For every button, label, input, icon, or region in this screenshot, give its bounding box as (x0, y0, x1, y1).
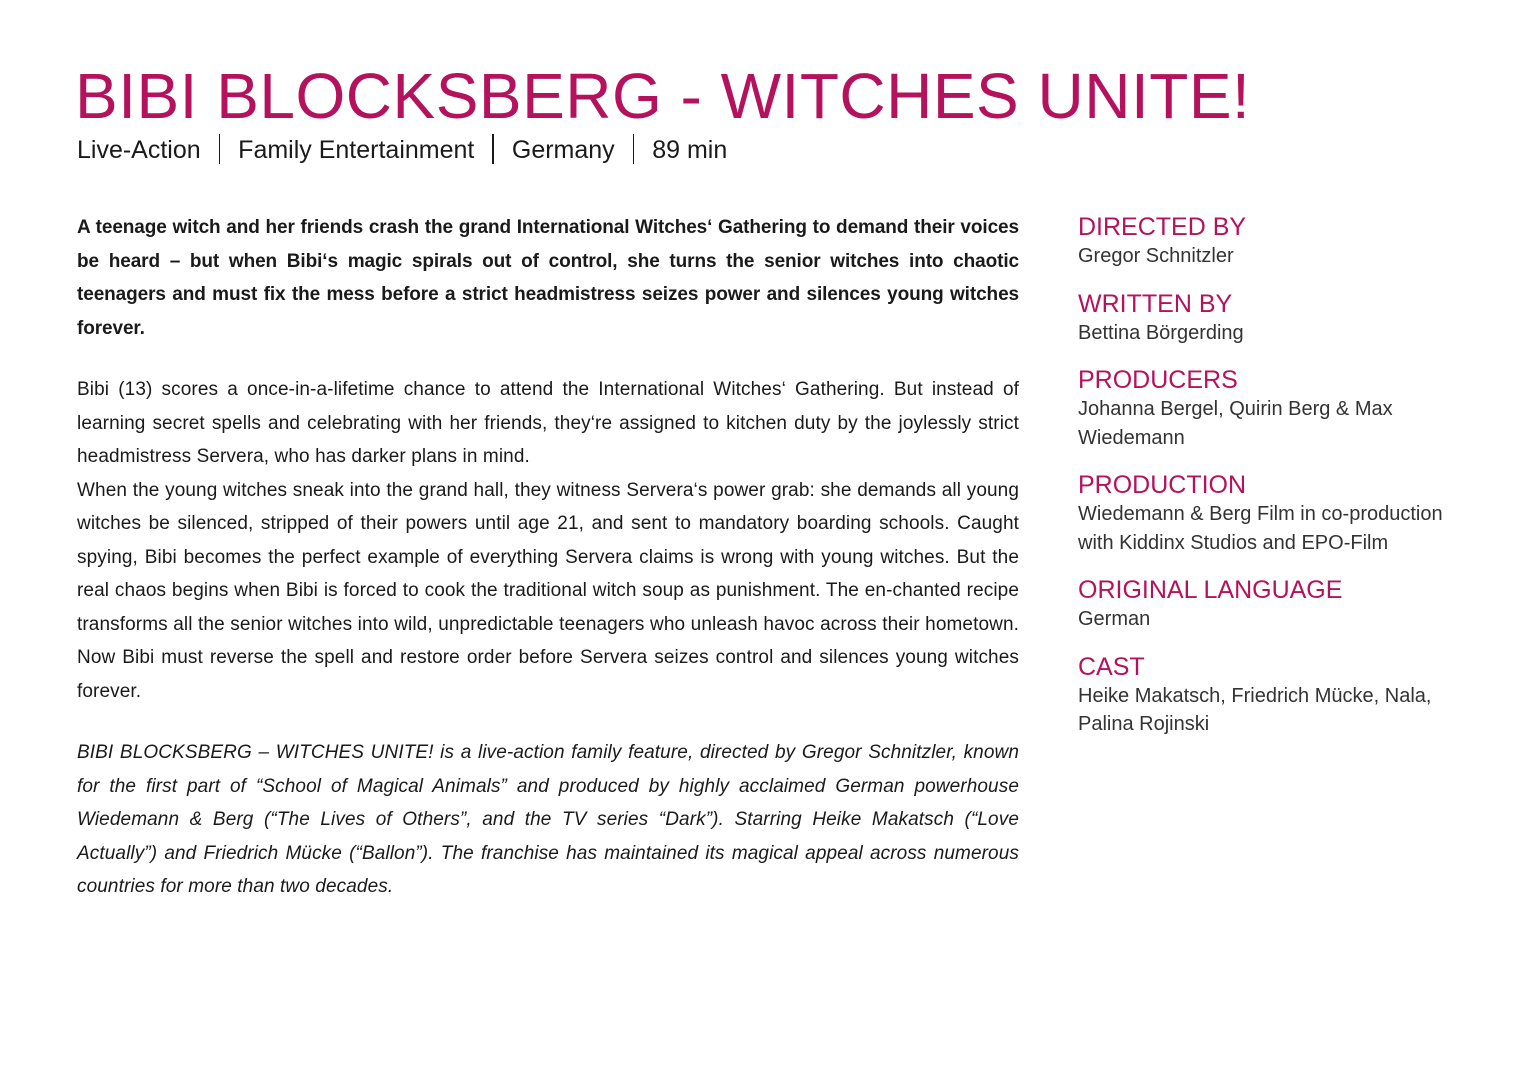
credit-production (1078, 470, 1478, 557)
meta-divider (492, 134, 494, 164)
synopsis-paragraph-1: Bibi (13) scores a once-in-a-lifetime chance to attend the International Witches‘ Gathering. But instead of learning secret spells and celebrating with her friends, they‘re assigned to kitchen duty by the joylessly strict headmistress Servera, who has darker plans in mind. (77, 379, 1019, 467)
meta-divider (219, 134, 221, 164)
film-description: BIBI BLOCKSBERG – WITCHES UNITE! is a live-action family feature, directed by Gregor Schnitzler, known for the first part of “School of Magical Animals” and produced by highly acclaimed German powerhouse Wiedemann & Berg (“The Lives of Others”, and the TV series “Dark”). Starring Heike Makatsch (“Love Actually”) and Friedrich Mücke (“Ballon”). The franchise has maintained its magical appeal across numerous countries for more than two decades. (77, 742, 1019, 897)
meta-divider (633, 134, 635, 164)
film-meta (77, 132, 727, 168)
credit-label: CAST (1078, 652, 1145, 681)
credit-producers (1078, 365, 1478, 452)
meta-runtime: 89 min (652, 136, 728, 164)
credit-value: Johanna Bergel, Quirin Berg & Max Wiedemann (1078, 398, 1393, 449)
credit-label: PRODUCTION (1078, 471, 1247, 499)
meta-format: Live-Action (77, 136, 201, 164)
film-title: BIBI BLOCKSBERG - WITCHES UNITE! (75, 60, 1251, 132)
credit-label: WRITTEN BY (1078, 289, 1233, 318)
paragraph-gap (77, 708, 1019, 736)
credit-label: PRODUCERS (1078, 366, 1238, 394)
credit-label: DIRECTED BY (1078, 213, 1247, 241)
synopsis-paragraph-2: When the young witches sneak into the grand hall, they witness Servera‘s power grab: she demands all young witches be silenced, stripped of their powers until age 21, and sent to mandatory boarding schools. Caught spying, Bibi becomes the perfect example of everything Servera claims is wrong with young witches. But the real chaos begins when Bibi is forced to cook the traditional witch soup as punishment. The en-chanted recipe transforms all the senior witches into wild, unpredictable teenagers who unleash havoc across their hometown. Now Bibi must reverse the spell and restore order before Servera seizes control and silences young witches forever. (77, 479, 1019, 702)
credit-cast (1078, 652, 1478, 739)
credits-column (1078, 212, 1478, 757)
credit-value: Heike Makatsch, Friedrich Mücke, Nala, Palina Rojinski (1078, 684, 1432, 735)
logline: A teenage witch and her friends crash the grand International Witches‘ Gathering to demand their voices be heard – but when Bibi‘s magic spirals out of control, she turns the senior witches into chaotic teenagers and must fix the mess before a strict headmistress seizes power and silences young witches forever. (77, 217, 1019, 339)
credit-value: Bettina Börgerding (1078, 321, 1244, 344)
credit-value: Gregor Schnitzler (1078, 245, 1234, 267)
credit-original-language (1078, 575, 1478, 634)
paragraph-gap (77, 345, 1019, 373)
meta-genre: Family Entertainment (238, 136, 475, 164)
credit-written-by (1078, 289, 1478, 348)
meta-country: Germany (511, 136, 615, 164)
credit-value: German (1078, 608, 1151, 630)
credit-value: Wiedemann & Berg Film in co-production with Kiddinx Studios and EPO-Film (1078, 503, 1443, 554)
credit-label: ORIGINAL LANGUAGE (1078, 576, 1343, 604)
main-text-column (77, 211, 1019, 904)
credit-directed-by (1078, 212, 1478, 271)
